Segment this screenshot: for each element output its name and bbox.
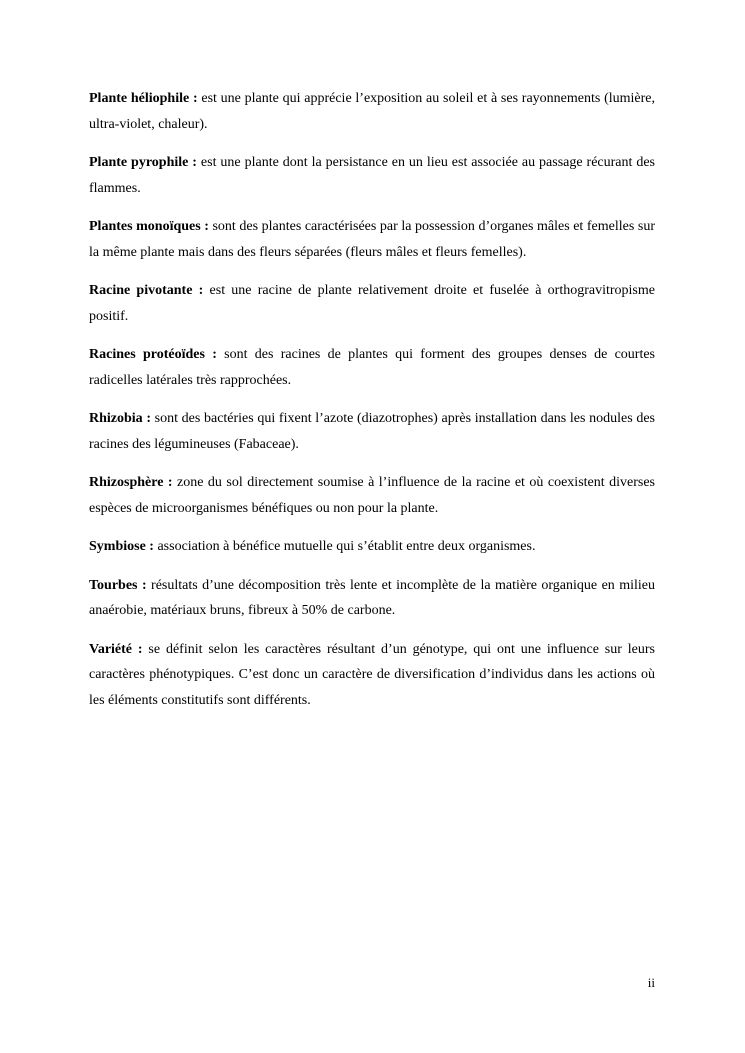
glossary-term: Symbiose :	[89, 539, 154, 554]
glossary-definition: est une plante qui apprécie l’exposition au soleil et à ses rayonnements (lumière, ultra-violet, chaleur).	[89, 91, 655, 132]
glossary-entry-rhizobia	[89, 406, 655, 457]
glossary-entry-rhizosphere	[89, 470, 655, 521]
glossary-definition: est une plante dont la persistance en un lieu est associée au passage récurant des flammes.	[89, 155, 656, 196]
glossary-term: Rhizobia :	[89, 411, 151, 426]
glossary-term: Racines protéoïdes :	[89, 347, 217, 362]
glossary-term: Plantes monoïques :	[89, 219, 209, 234]
glossary-definition: zone du sol directement soumise à l’influence de la racine et où coexistent diverses espèces de microorganismes bénéfiques ou non pour la plante.	[89, 475, 655, 516]
glossary-definition: résultats d’une décomposition très lente et incomplète de la matière organique en milieu anaérobie, matériaux bruns, fibreux à 50% de carbone.	[89, 577, 655, 618]
glossary-page	[89, 86, 655, 726]
glossary-term: Tourbes :	[89, 577, 147, 593]
glossary-definition: association à bénéfice mutuelle qui s’établit entre deux organismes.	[153, 539, 536, 554]
glossary-entry-monoiques	[89, 214, 655, 265]
glossary-term: Racine pivotante :	[89, 283, 204, 298]
glossary-term: Plante pyrophile :	[89, 155, 197, 170]
glossary-entry-variete	[89, 637, 655, 714]
glossary-definition: sont des racines de plantes qui forment des groupes denses de courtes radicelles latérales très rapprochées.	[89, 347, 656, 388]
glossary-entry-heliophile	[89, 86, 655, 137]
glossary-term: Variété :	[89, 641, 143, 657]
glossary-definition: sont des plantes caractérisées par la possession d’organes mâles et femelles sur la même plante mais dans des fleurs séparées (fleurs mâles et fleurs femelles).	[89, 219, 655, 260]
glossary-entry-tourbes	[89, 573, 655, 624]
glossary-term: Rhizosphère :	[89, 475, 173, 490]
glossary-definition: se définit selon les caractères résultant d’un génotype, qui ont une influence sur leurs caractères phénotypiques. C’est donc un caractère de diversification d’individus dans les actions où les éléments constitutifs sont différents.	[89, 641, 655, 708]
glossary-definition: sont des bactéries qui fixent l’azote (diazotrophes) après installation dans les nodules des racines des légumineuses (Fabaceae).	[89, 411, 655, 452]
glossary-entry-symbiose	[89, 534, 655, 560]
glossary-term: Plante héliophile :	[89, 91, 198, 106]
glossary-definition: est une racine de plante relativement droite et fuselée à orthogravitropisme positif.	[89, 283, 655, 324]
page-number: ii	[647, 975, 655, 990]
glossary-entry-racine-pivotante	[89, 278, 655, 329]
glossary-entry-racines-proteoides	[89, 342, 655, 393]
glossary-entry-pyrophile	[89, 150, 655, 201]
